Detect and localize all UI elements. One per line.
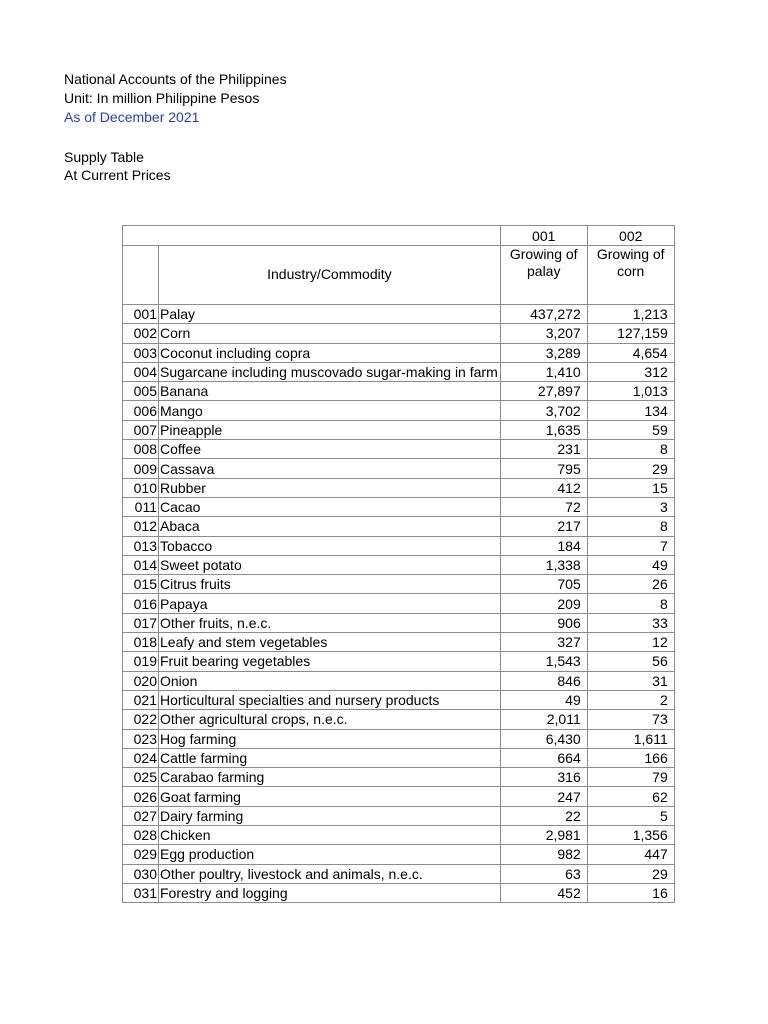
row-name: Leafy and stem vegetables xyxy=(159,633,501,652)
row-value-col2: 56 xyxy=(587,652,674,671)
table-row xyxy=(123,401,675,420)
table-row xyxy=(123,497,675,516)
table-row xyxy=(123,864,675,883)
row-value-col1: 316 xyxy=(500,768,587,787)
table-row xyxy=(123,710,675,729)
row-name: Sugarcane including muscovado sugar-making in farm xyxy=(159,362,501,381)
row-name: Cacao xyxy=(159,497,501,516)
row-value-col1: 6,430 xyxy=(500,729,587,748)
table-row xyxy=(123,420,675,439)
row-value-col2: 4,654 xyxy=(587,343,674,362)
row-value-col1: 795 xyxy=(500,459,587,478)
prices-basis: At Current Prices xyxy=(64,167,171,183)
row-code: 005 xyxy=(123,382,159,401)
table-row xyxy=(123,478,675,497)
row-code: 016 xyxy=(123,594,159,613)
row-value-col1: 217 xyxy=(500,517,587,536)
blank-code-cell xyxy=(123,246,159,305)
row-value-col2: 2 xyxy=(587,690,674,709)
row-value-col2: 59 xyxy=(587,420,674,439)
row-value-col1: 906 xyxy=(500,613,587,632)
row-code: 024 xyxy=(123,748,159,767)
row-code: 014 xyxy=(123,555,159,574)
column-name: Growing of corn xyxy=(587,246,674,305)
row-value-col1: 231 xyxy=(500,440,587,459)
table-row xyxy=(123,517,675,536)
row-name: Chicken xyxy=(159,826,501,845)
row-name: Coffee xyxy=(159,440,501,459)
row-code: 027 xyxy=(123,806,159,825)
row-name: Citrus fruits xyxy=(159,575,501,594)
table-row xyxy=(123,343,675,362)
row-value-col1: 846 xyxy=(500,671,587,690)
row-value-col1: 72 xyxy=(500,497,587,516)
row-value-col2: 79 xyxy=(587,768,674,787)
table-row xyxy=(123,748,675,767)
row-value-col2: 29 xyxy=(587,864,674,883)
column-name: Growing of palay xyxy=(500,246,587,305)
row-value-col2: 1,213 xyxy=(587,305,674,324)
row-value-col2: 127,159 xyxy=(587,324,674,343)
row-code: 030 xyxy=(123,864,159,883)
row-value-col2: 1,611 xyxy=(587,729,674,748)
row-value-col2: 1,013 xyxy=(587,382,674,401)
row-value-col2: 1,356 xyxy=(587,826,674,845)
row-name: Fruit bearing vegetables xyxy=(159,652,501,671)
row-value-col1: 49 xyxy=(500,690,587,709)
table-row xyxy=(123,826,675,845)
row-name: Forestry and logging xyxy=(159,883,501,902)
row-value-col2: 8 xyxy=(587,594,674,613)
row-name: Other agricultural crops, n.e.c. xyxy=(159,710,501,729)
row-code: 007 xyxy=(123,420,159,439)
row-name: Rubber xyxy=(159,478,501,497)
row-value-col2: 8 xyxy=(587,517,674,536)
row-code: 023 xyxy=(123,729,159,748)
table-row xyxy=(123,382,675,401)
row-code: 001 xyxy=(123,305,159,324)
row-code: 020 xyxy=(123,671,159,690)
table-row xyxy=(123,845,675,864)
row-name: Sweet potato xyxy=(159,555,501,574)
row-code: 006 xyxy=(123,401,159,420)
row-value-col1: 247 xyxy=(500,787,587,806)
row-value-col1: 22 xyxy=(500,806,587,825)
row-code: 011 xyxy=(123,497,159,516)
table-row xyxy=(123,613,675,632)
column-code-row xyxy=(123,226,675,246)
row-name: Papaya xyxy=(159,594,501,613)
row-code: 025 xyxy=(123,768,159,787)
row-name: Egg production xyxy=(159,845,501,864)
row-code: 028 xyxy=(123,826,159,845)
supply-table xyxy=(122,225,675,903)
row-name: Cassava xyxy=(159,459,501,478)
table-row xyxy=(123,729,675,748)
blank-corner-cell xyxy=(123,226,501,246)
row-value-col2: 33 xyxy=(587,613,674,632)
row-name: Carabao farming xyxy=(159,768,501,787)
row-value-col1: 209 xyxy=(500,594,587,613)
row-value-col1: 2,011 xyxy=(500,710,587,729)
row-code: 018 xyxy=(123,633,159,652)
row-code: 009 xyxy=(123,459,159,478)
table-row xyxy=(123,575,675,594)
industry-commodity-label: Industry/Commodity xyxy=(159,246,501,305)
row-value-col1: 452 xyxy=(500,883,587,902)
table-row xyxy=(123,787,675,806)
unit-line: Unit: In million Philippine Pesos xyxy=(64,90,260,106)
row-name: Other fruits, n.e.c. xyxy=(159,613,501,632)
row-value-col2: 62 xyxy=(587,787,674,806)
row-value-col2: 16 xyxy=(587,883,674,902)
row-value-col1: 437,272 xyxy=(500,305,587,324)
row-value-col2: 7 xyxy=(587,536,674,555)
table-row xyxy=(123,806,675,825)
row-code: 017 xyxy=(123,613,159,632)
row-name: Tobacco xyxy=(159,536,501,555)
row-code: 003 xyxy=(123,343,159,362)
row-value-col2: 29 xyxy=(587,459,674,478)
row-code: 029 xyxy=(123,845,159,864)
table-row xyxy=(123,555,675,574)
row-value-col2: 15 xyxy=(587,478,674,497)
row-name: Horticultural specialties and nursery products xyxy=(159,690,501,709)
table-row xyxy=(123,594,675,613)
table-title: Supply Table xyxy=(64,149,144,165)
row-value-col1: 982 xyxy=(500,845,587,864)
row-value-col2: 3 xyxy=(587,497,674,516)
row-name: Banana xyxy=(159,382,501,401)
row-name: Hog farming xyxy=(159,729,501,748)
row-value-col2: 8 xyxy=(587,440,674,459)
row-value-col2: 5 xyxy=(587,806,674,825)
column-code: 001 xyxy=(500,226,587,246)
row-code: 021 xyxy=(123,690,159,709)
report-title: National Accounts of the Philippines xyxy=(64,71,287,87)
row-value-col1: 2,981 xyxy=(500,826,587,845)
row-value-col2: 166 xyxy=(587,748,674,767)
row-code: 004 xyxy=(123,362,159,381)
row-value-col1: 27,897 xyxy=(500,382,587,401)
row-value-col1: 412 xyxy=(500,478,587,497)
table-row xyxy=(123,652,675,671)
table-row xyxy=(123,459,675,478)
table-row xyxy=(123,324,675,343)
row-value-col1: 63 xyxy=(500,864,587,883)
row-name: Abaca xyxy=(159,517,501,536)
row-value-col1: 3,702 xyxy=(500,401,587,420)
row-value-col1: 1,338 xyxy=(500,555,587,574)
row-value-col1: 1,410 xyxy=(500,362,587,381)
row-value-col1: 664 xyxy=(500,748,587,767)
row-value-col2: 312 xyxy=(587,362,674,381)
table-row xyxy=(123,690,675,709)
row-value-col1: 3,289 xyxy=(500,343,587,362)
row-code: 022 xyxy=(123,710,159,729)
row-value-col1: 705 xyxy=(500,575,587,594)
table-row xyxy=(123,536,675,555)
table-row xyxy=(123,440,675,459)
row-name: Onion xyxy=(159,671,501,690)
row-value-col2: 73 xyxy=(587,710,674,729)
row-value-col1: 184 xyxy=(500,536,587,555)
column-label-row xyxy=(123,246,675,305)
row-value-col1: 327 xyxy=(500,633,587,652)
row-code: 010 xyxy=(123,478,159,497)
row-code: 013 xyxy=(123,536,159,555)
row-name: Cattle farming xyxy=(159,748,501,767)
row-value-col2: 134 xyxy=(587,401,674,420)
row-value-col2: 447 xyxy=(587,845,674,864)
column-code: 002 xyxy=(587,226,674,246)
table-row xyxy=(123,883,675,902)
row-name: Corn xyxy=(159,324,501,343)
row-code: 026 xyxy=(123,787,159,806)
row-name: Palay xyxy=(159,305,501,324)
row-code: 031 xyxy=(123,883,159,902)
row-value-col2: 12 xyxy=(587,633,674,652)
table-row xyxy=(123,362,675,381)
row-code: 019 xyxy=(123,652,159,671)
row-name: Other poultry, livestock and animals, n.e.c. xyxy=(159,864,501,883)
table-row xyxy=(123,768,675,787)
row-name: Goat farming xyxy=(159,787,501,806)
row-value-col2: 26 xyxy=(587,575,674,594)
table-row xyxy=(123,633,675,652)
row-value-col1: 1,635 xyxy=(500,420,587,439)
row-value-col2: 31 xyxy=(587,671,674,690)
row-name: Coconut including copra xyxy=(159,343,501,362)
as-of-date: As of December 2021 xyxy=(64,109,200,125)
row-code: 012 xyxy=(123,517,159,536)
row-value-col1: 3,207 xyxy=(500,324,587,343)
row-code: 008 xyxy=(123,440,159,459)
row-value-col1: 1,543 xyxy=(500,652,587,671)
row-code: 002 xyxy=(123,324,159,343)
row-name: Pineapple xyxy=(159,420,501,439)
row-value-col2: 49 xyxy=(587,555,674,574)
row-name: Dairy farming xyxy=(159,806,501,825)
row-code: 015 xyxy=(123,575,159,594)
row-name: Mango xyxy=(159,401,501,420)
table-row xyxy=(123,305,675,324)
table-row xyxy=(123,671,675,690)
